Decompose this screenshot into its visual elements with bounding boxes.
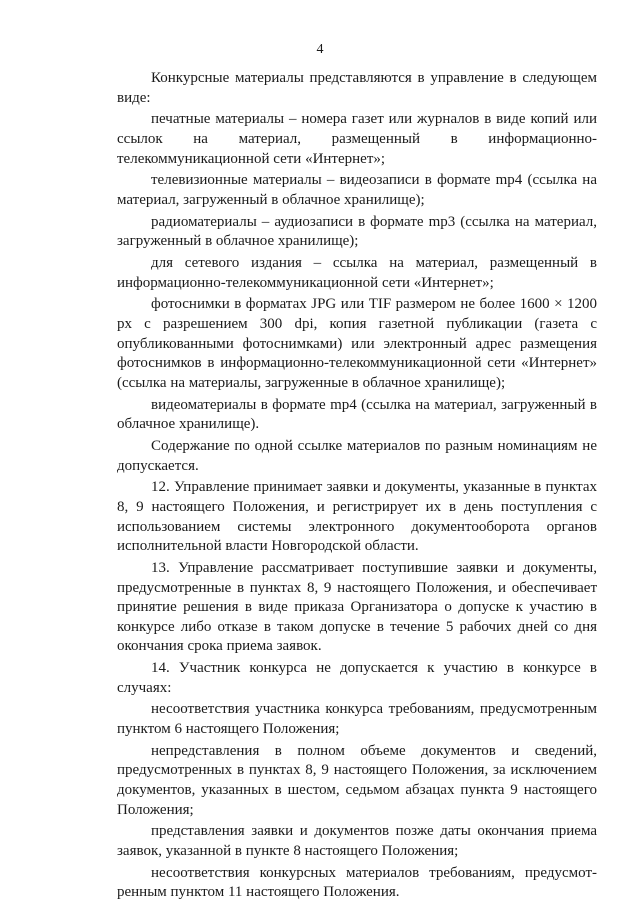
- paragraph-nonconformity-participant: несоответствия участника конкурса требованиям, предусмотренным пунктом 6 настоящего Положения;: [117, 701, 597, 738]
- paragraph-radio-materials: радиоматериалы – аудиозаписи в формате mp3 (ссылка на материал, загруженный в облачное хранилище);: [117, 213, 597, 250]
- paragraph-item-13: 13. Управление рассматривает поступившие заявки и документы, предусмотренные в пунктах 8, 9 настоящего Положения, и обеспечивает принятие решения в виде приказа Организатора о допуске к участию в конкурсе либо отказе в таком допуске в течение 5 рабочих дней со дня окончания срока приема заявок.: [117, 559, 597, 655]
- paragraph-late-submission: представления заявки и документов позже даты окончания приема заявок, указанной в пункте 8 настоящего Положения;: [117, 823, 597, 859]
- document-body: [117, 69, 597, 905]
- paragraph-print-materials: печатные материалы – номера газет или журналов в виде копий или ссылок на материал, размещенный в информационно-телекоммуникационной сети «Интернет»;: [117, 111, 597, 167]
- paragraph-nonsubmission: непредставления в полном объеме документов и сведений, предусмотренных в пунктах 8, 9 настоящего Положения, за исключением документов, указанных в шестом, седьмом абзацах пункта 9 настоящего Положения;: [117, 742, 597, 818]
- paragraph-video-materials: видеоматериалы в формате mp4 (ссылка на материал, загруженный в облачное хранилище).: [117, 396, 597, 433]
- paragraph-item-14: 14. Участник конкурса не допускается к участию в конкурсе в случаях:: [117, 660, 597, 696]
- paragraph-intro: Конкурсные материалы представляются в управление в следующем виде:: [117, 70, 597, 106]
- paragraph-nonconformity-materials: несоответствия конкурсных материалов требованиям, предусмот-ренным пунктом 11 настоящего Положения.: [117, 864, 597, 901]
- paragraph-photos: фотоснимки в форматах JPG или TIF размером не более 1600 × 1200 px с разрешением 300 dpi, копия газетной публикации (газета с опубликованными фотоснимками) или электронный адрес размещения фотоснимков в информационно-телекоммуникационной сети «Интернет» (ссылка на материалы, загруженные в облачное хранилище);: [117, 296, 597, 391]
- paragraph-item-12: 12. Управление принимает заявки и документы, указанные в пунктах 8, 9 настоящего Положения, и регистрирует их в день поступления с использованием системы электронного документооборота органов исполнительной власти Новгородской области.: [117, 479, 597, 555]
- paragraph-online-media: для сетевого издания – ссылка на материал, размещенный в информационно-телекоммуникационной сети «Интернет»;: [117, 255, 597, 291]
- paragraph-link-restriction: Содержание по одной ссылке материалов по разным номинациям не допускается.: [117, 438, 597, 474]
- paragraph-tv-materials: телевизионные материалы – видеозаписи в формате mp4 (ссылка на материал, загруженный в облачное хранилище);: [117, 172, 597, 208]
- page-number: 4: [316, 42, 324, 57]
